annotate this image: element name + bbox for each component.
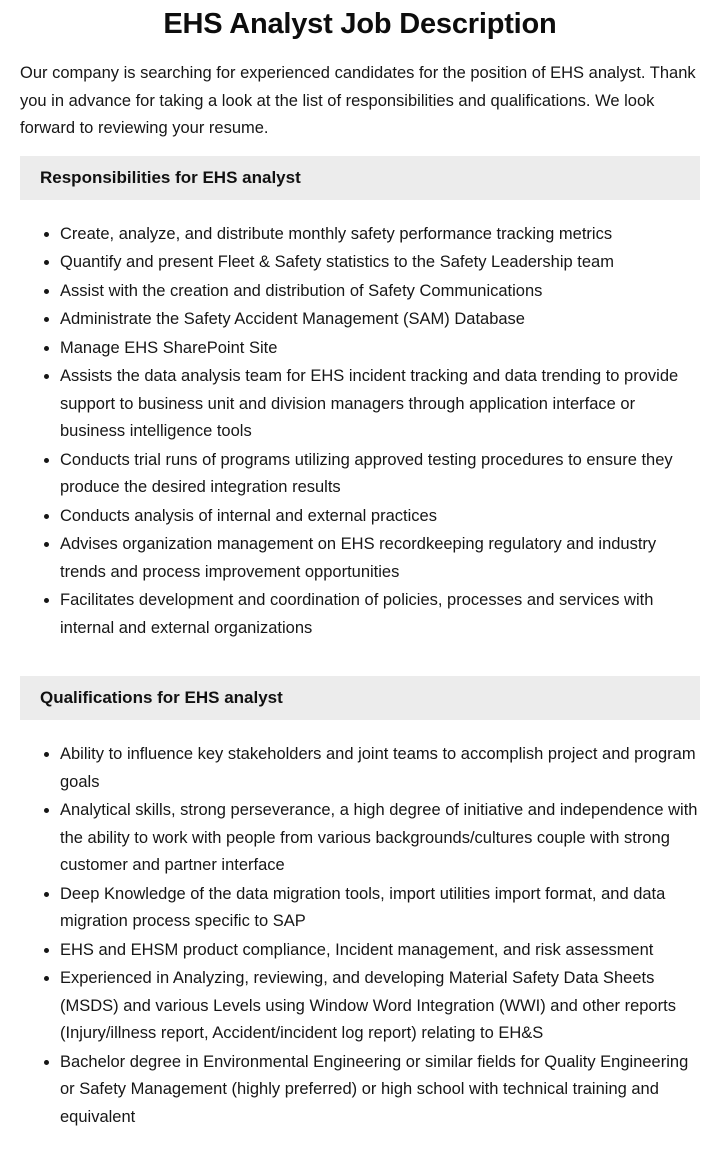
section-list bbox=[20, 200, 700, 664]
list-item: • Quantify and present Fleet & Safety statistics to the Safety Leadership team bbox=[60, 249, 700, 277]
list-item: • Administrate the Safety Accident Management (SAM) Database bbox=[60, 306, 700, 334]
section-heading: Qualifications for EHS analyst bbox=[40, 688, 283, 707]
section-list bbox=[20, 720, 700, 1152]
list-item: • Assists the data analysis team for EHS incident tracking and data trending to provide support to business unit and division managers through application interface or business intelligence tools bbox=[60, 363, 700, 446]
list-item: • Bachelor degree in Environmental Engineering or similar fields for Quality Engineering or Safety Management (highly preferred) or high school with technical training and equivalent bbox=[60, 1049, 700, 1132]
list-item: • Conducts analysis of internal and external practices bbox=[60, 503, 700, 531]
list-item: • Create, analyze, and distribute monthly safety performance tracking metrics bbox=[60, 221, 700, 249]
section-heading: Responsibilities for EHS analyst bbox=[40, 167, 301, 187]
sections-container bbox=[20, 156, 700, 1153]
list-item: • Assist with the creation and distribution of Safety Communications bbox=[60, 278, 700, 306]
job-section bbox=[20, 156, 700, 664]
section-heading-bar bbox=[20, 156, 700, 200]
list-item: • Advises organization management on EHS recordkeeping regulatory and industry trends and process improvement opportunities bbox=[60, 531, 700, 586]
list-item: • EHS and EHSM product compliance, Incident management, and risk assessment bbox=[60, 937, 700, 965]
list-item: • Manage EHS SharePoint Site bbox=[60, 335, 700, 363]
list-item: • Conducts trial runs of programs utilizing approved testing procedures to ensure they produce the desired integration results bbox=[60, 447, 700, 502]
page-title: EHS Analyst Job Description bbox=[163, 8, 557, 40]
section-heading-bar bbox=[20, 676, 700, 720]
job-section bbox=[20, 676, 700, 1152]
list-item: • Experienced in Analyzing, reviewing, and developing Material Safety Data Sheets (MSDS) and various Levels using Window Word Integration (WWI) and other reports (Injury/illness report, Accident/incident log report) relating to EH&S bbox=[60, 965, 700, 1048]
list-item: • Ability to influence key stakeholders and joint teams to accomplish project and program goals bbox=[60, 741, 700, 796]
list-item: • Deep Knowledge of the data migration tools, import utilities import format, and data migration process specific to SAP bbox=[60, 881, 700, 936]
list-item: • Analytical skills, strong perseverance, a high degree of initiative and independence with the ability to work with people from various backgrounds/cultures couple with strong customer and partner interface bbox=[60, 797, 700, 880]
intro-paragraph: Our company is searching for experienced candidates for the position of EHS analyst. Thank you in advance for taking a look at the list of responsibilities and qualifications. We look forward to reviewing your resume. bbox=[20, 64, 696, 137]
list-item: • Facilitates development and coordination of policies, processes and services with internal and external organizations bbox=[60, 587, 700, 642]
